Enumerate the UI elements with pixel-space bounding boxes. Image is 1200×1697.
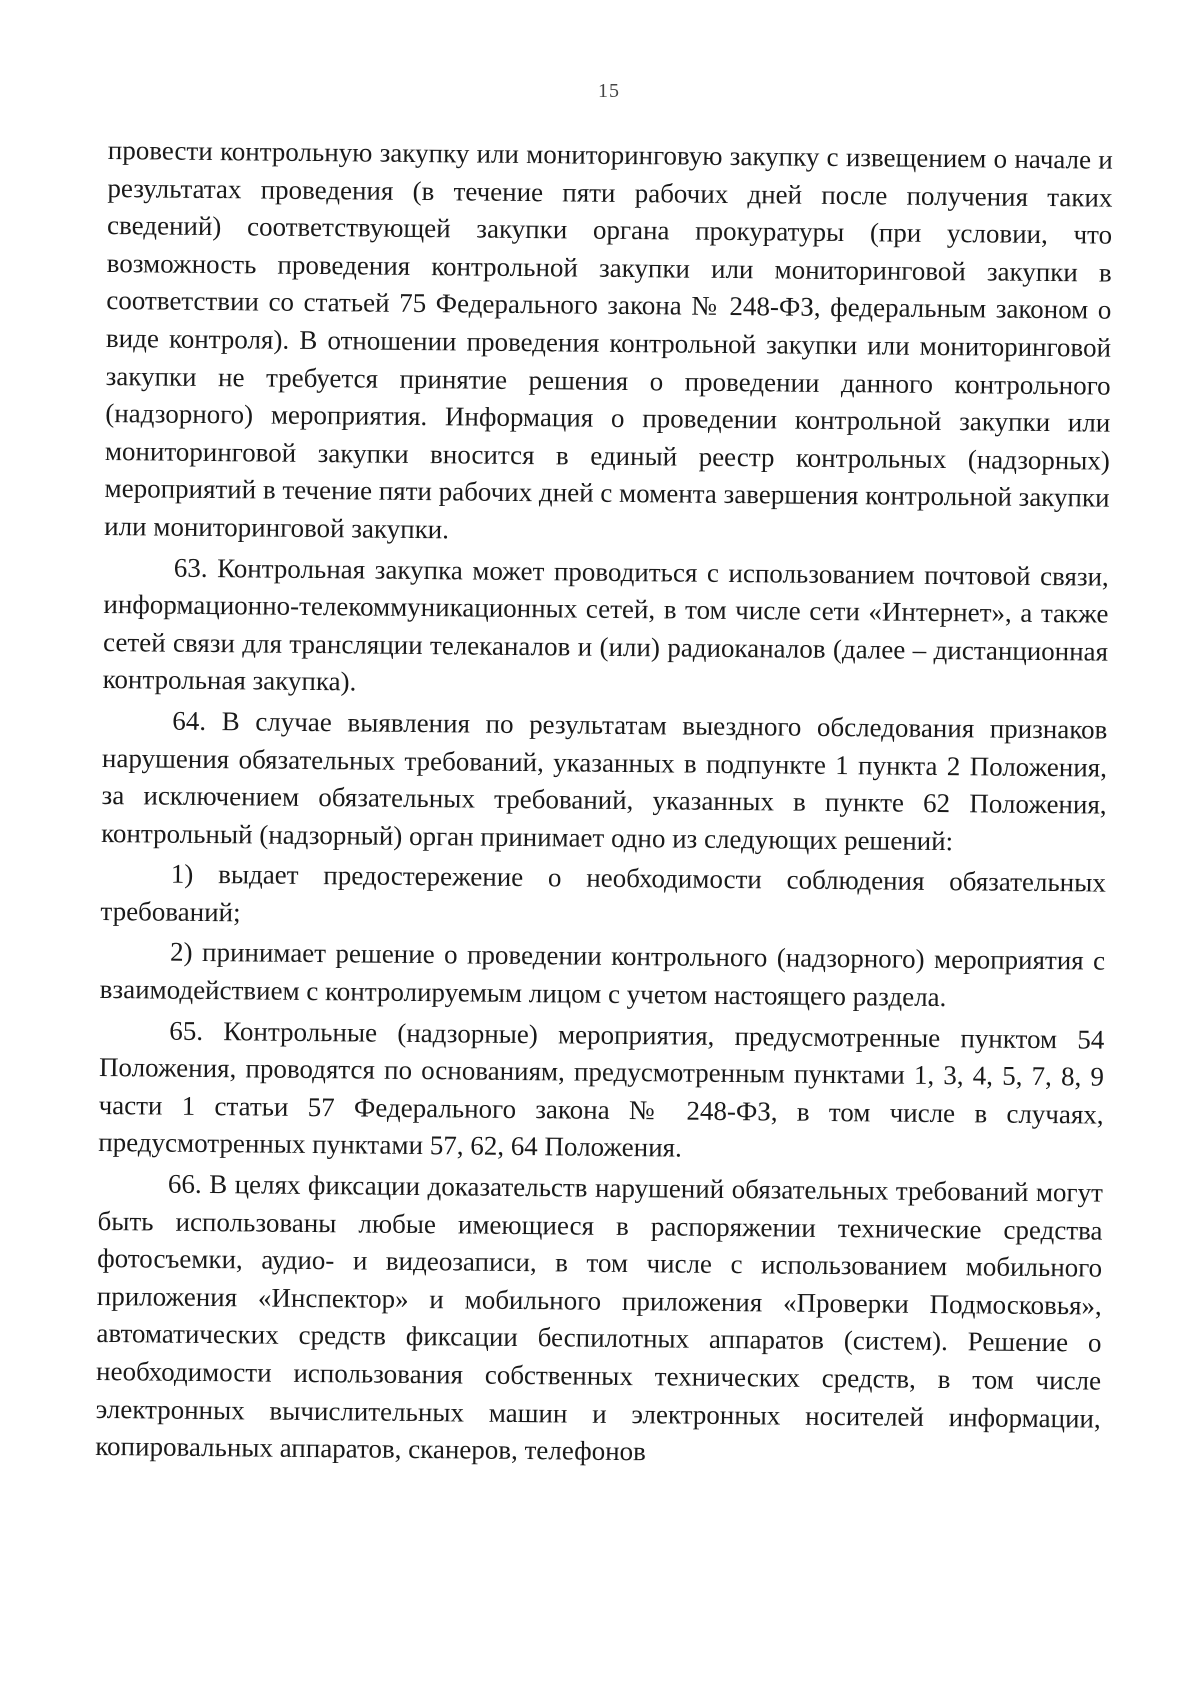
paragraph-continuation: провести контрольную закупку или мониторинговую закупку с извещением о начале и результатах проведения (в течение пяти рабочих дней после получения таких сведений) соответствующей закупки органа прокуратуры (при условии, что возможность проведения контрольной закупки или мониторинговой закупки в соответствии со статьей 75 Федерального закона № 248-ФЗ, федеральным законом о виде контроля). В отношении проведения контрольной закупки или мониторинговой закупки не требуется принятие решения о проведении данного контрольного (надзорного) мероприятия. Информация о проведении контрольной закупки или мониторинговой закупки вносится в единый реестр контрольных (надзорных) мероприятий в течение пяти рабочих дней с момента завершения контрольной закупки или мониторинговой закупки. bbox=[104, 134, 1113, 545]
paragraph-65: 65. Контрольные (надзорные) мероприятия, предусмотренные пунктом 54 Положения, проводятся по основаниям, предусмотренным пунктами 1, 3, 4, 5, 7, 8, 9 части 1 статьи 57 Федерального закона № 248-ФЗ, в том числе в случаях, предусмотренных пунктами 57, 62, 64 Положения. bbox=[98, 1015, 1105, 1163]
page-number: 15 bbox=[598, 80, 620, 102]
paragraph-64-item-1: 1) выдает предостережение о необходимости соблюдения обязательных требований; bbox=[100, 858, 1106, 928]
document-body bbox=[95, 132, 1113, 1475]
paragraph-66: 66. В целях фиксации доказательств нарушений обязательных требований могут быть использованы любые имеющиеся в распоряжении технические средства фотосъемки, аудио- и видеозаписи, в том числе с использованием мобильного приложения «Инспектор» и мобильного приложения «Проверки Подмосковья», автоматических средств фиксации беспилотных аппаратов (систем). Решение о необходимости использования собственных технических средств, в том числе электронных вычислительных машин и электронных носителей информации, копировальных аппаратов, сканеров, телефонов bbox=[95, 1168, 1104, 1467]
paragraph-64-item-2: 2) принимает решение о проведении контрольного (надзорного) мероприятия с взаимодействием с контролируемым лицом с учетом настоящего раздела. bbox=[99, 937, 1106, 1013]
paragraph-63: 63. Контрольная закупка может проводиться с использованием почтовой связи, информационно-телекоммуникационных сетей, в том числе сети «Интернет», а также сетей связи для трансляции телеканалов и (или) радиоканалов (далее – дистанционная контрольная закупка). bbox=[102, 552, 1109, 697]
paragraph-64: 64. В случае выявления по результатам выездного обследования признаков нарушения обязательных требований, указанных в подпункте 1 пункта 2 Положения, за исключением обязательных требований, указанных в пункте 62 Положения, контрольный (надзорный) орган принимает одно из следующих решений: bbox=[101, 705, 1108, 856]
